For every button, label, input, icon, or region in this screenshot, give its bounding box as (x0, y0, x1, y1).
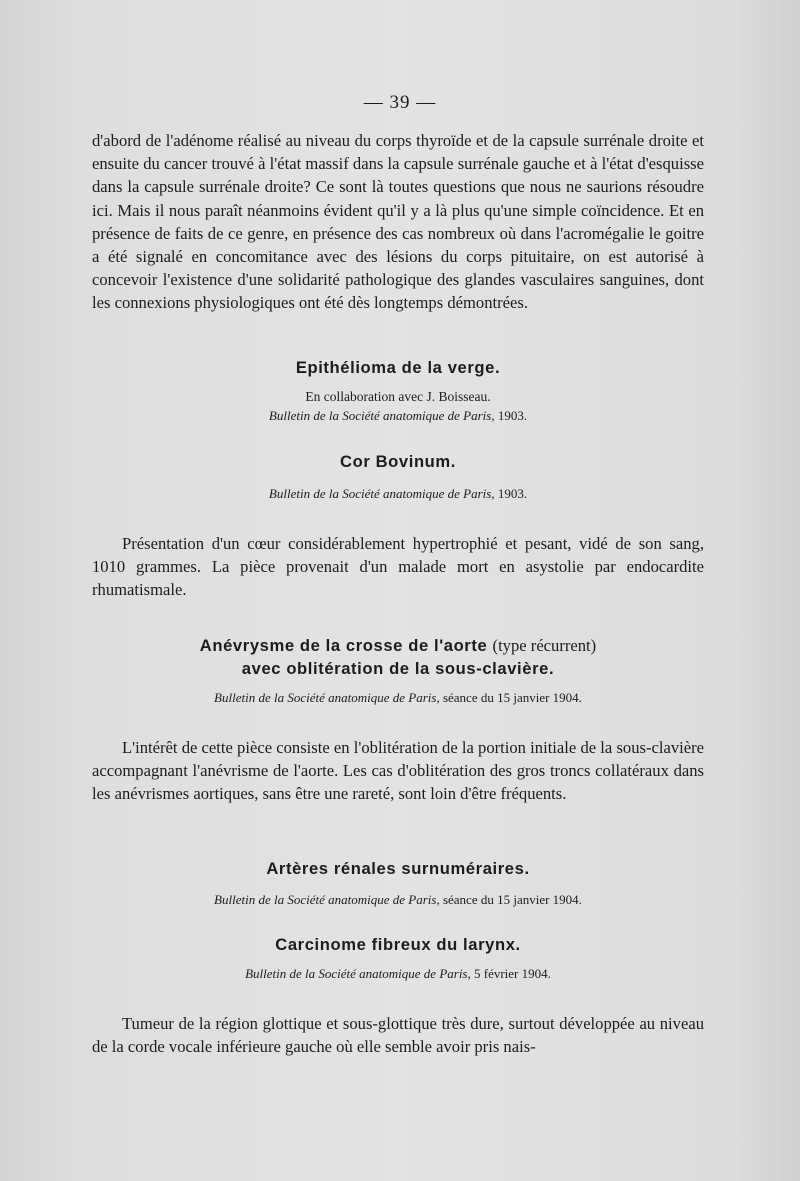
reference-date: 5 février 1904. (474, 966, 551, 981)
carcinome-body (92, 1012, 704, 1058)
page-number: — 39 — (363, 92, 437, 113)
reference-date: 1903. (497, 408, 528, 423)
reference-date: séance du 15 janvier 1904. (442, 892, 582, 907)
section-paragraph: Tumeur de la région glottique et sous-glottique très dure, surtout développée au niveau de la corde vocale inférieure gauche où elle semble avoir pris nais- (92, 1014, 704, 1057)
section-title-anevrysme (92, 636, 704, 656)
section-title-light: (type récurrent) (492, 636, 597, 655)
cor-bovinum-body (92, 532, 704, 602)
reference-journal: Bulletin de la Société anatomique de Paris, (214, 892, 440, 907)
section-title-bold: Anévrysme de la crosse de l'aorte (199, 636, 488, 655)
intro-paragraph: d'abord de l'adénome réalisé au niveau du corps thyroïde et de la capsule surrénale droite et ensuite du cancer trouvé à l'état massif dans la capsule surrénale gauche et à l'état d'esquisse dans la capsule surrénale droite? Ce sont là toutes questions que nous ne saurions résoudre ici. Mais il nous paraît néanmoins évident qu'il y a là plus qu'une simple coïncidence. Et en présence de faits de ce genre, en présence des cas nombreux où dans l'acromégalie le goitre a été signalé en concomitance avec des lésions du corps pituitaire, on est autorisé à concevoir l'existence d'une solidarité pathologique des glandes vasculaires sanguines, dont les connexions physiologiques ont été dès longtemps démontrées. (92, 131, 704, 313)
reference-epithelioma (92, 408, 704, 424)
section-paragraph: Présentation d'un cœur considérablement hypertrophié et pesant, vidé de son sang, 1010 grammes. La pièce provenait d'un malade mort en asystolie par endocardite rhumatismale. (92, 534, 704, 600)
reference-journal: Bulletin de la Société anatomique de Paris, (268, 486, 495, 501)
section-title-cor-bovinum: Cor Bovinum. (340, 452, 456, 471)
section-paragraph: L'intérêt de cette pièce consiste en l'oblitération de la portion initiale de la sous-clavière accompagnant l'anévrisme de l'aorte. Les cas d'oblitération des gros troncs collatéraux dans les anévrismes aortiques, sans être une rareté, sont loin d'être fréquents. (92, 738, 704, 804)
reference-anevrysme (92, 690, 704, 706)
collaboration-note: En collaboration avec J. Boisseau. (305, 389, 491, 404)
intro-section (92, 129, 704, 315)
section-title-anevrysme-line2: avec oblitération de la sous-clavière. (241, 659, 555, 678)
reference-cor-bovinum (92, 486, 704, 502)
section-title-carcinome: Carcinome fibreux du larynx. (275, 935, 521, 954)
reference-journal: Bulletin de la Société anatomique de Paris, (245, 966, 471, 981)
reference-date: 1903. (497, 486, 528, 501)
anevrysme-body (92, 736, 704, 806)
reference-carcinome (92, 966, 704, 982)
reference-journal: Bulletin de la Société anatomique de Paris, (214, 690, 440, 705)
reference-arteres-renales (92, 892, 704, 908)
reference-journal: Bulletin de la Société anatomique de Paris, (268, 408, 495, 423)
reference-date: séance du 15 janvier 1904. (442, 690, 582, 705)
section-title-epithelioma: Epithélioma de la verge. (295, 358, 501, 377)
section-title-arteres-renales: Artères rénales surnuméraires. (266, 859, 530, 878)
